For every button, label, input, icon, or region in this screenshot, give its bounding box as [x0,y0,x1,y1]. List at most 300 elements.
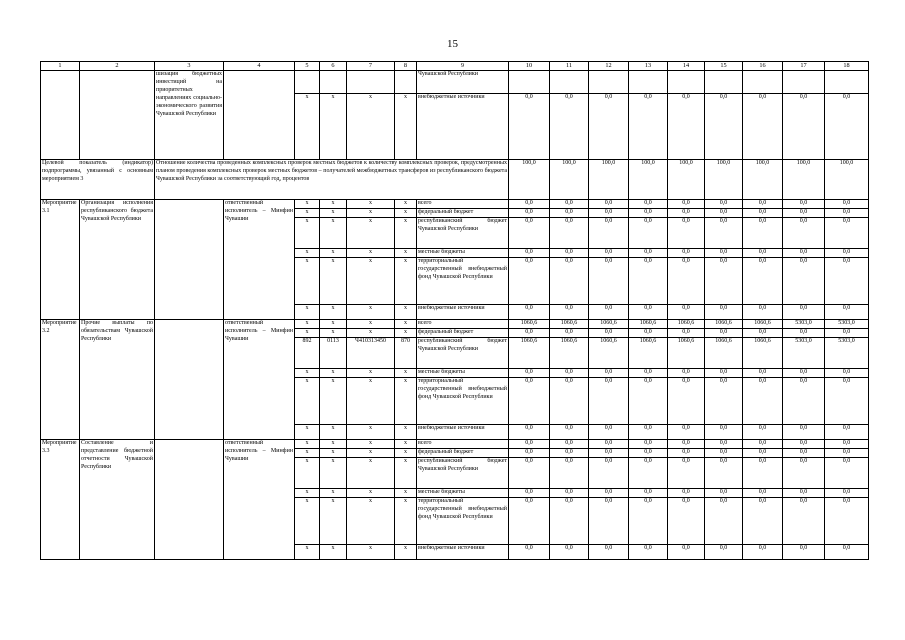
value-cell: 0,0 [705,449,743,458]
value-cell: 0,0 [550,200,589,209]
value-cell: 0,0 [550,209,589,218]
value-cell: 0,0 [589,369,629,378]
measure-row [41,440,869,449]
value-cell: 0,0 [743,545,783,560]
value-cell: 0,0 [825,498,869,545]
value-cell: 0,0 [783,218,825,249]
funding-source: всего [417,320,509,329]
value-cell: 0,0 [589,440,629,449]
value-cell: 0,0 [705,498,743,545]
value-cell: 0,0 [825,425,869,440]
value-cell: 0,0 [743,94,783,160]
code-cell: x [295,498,320,545]
value-cell: 0,0 [783,258,825,305]
value-cell: 0,0 [509,425,550,440]
value-cell: 0,0 [589,249,629,258]
continuation-text: шизация бюджетных инвестиций на приоритетных направлениях социально-экономического развития Чувашской Республики [155,71,224,160]
value-cell: 0,0 [509,440,550,449]
target-indicator-text: Отношение количества проведенных комплексных проверок местных бюджетов к количеству комплексных проверок, предусмотренных планом проведения комплексных проверок местных бюджетов – получателей межбюджетных трансферов из республиканского бюджета Чувашской Республики за соответствующий год, процентов [155,160,509,200]
value-cell: 0,0 [629,94,668,160]
measure-name: Прочие выплаты по обязательствам Чувашской Республики [80,320,155,440]
column-number-16: 16 [743,62,783,71]
value-cell: 0,0 [589,458,629,489]
column-number-18: 18 [825,62,869,71]
table-header [41,62,869,71]
funding-source: внебюджетные источники [417,305,509,320]
value-cell: 0,0 [668,369,705,378]
code-cell: x [320,218,347,249]
measure-name: Организация исполнения республиканского бюджета Чувашской Республики [80,200,155,320]
code-cell: x [295,425,320,440]
code-cell: x [295,329,320,338]
empty-cell [509,71,550,94]
value-cell: 0,0 [629,258,668,305]
value-cell: 0,0 [589,378,629,425]
funding-source: местные бюджеты [417,249,509,258]
value-cell: 5303,0 [783,320,825,329]
empty-cell [155,440,224,560]
code-cell: x [395,449,417,458]
value-cell: 0,0 [705,440,743,449]
empty-cell [224,71,295,160]
value-cell: 100,0 [668,160,705,200]
value-cell: 100,0 [743,160,783,200]
empty-cell [743,71,783,94]
funding-source: территориальный государственный внебюджетный фонд Чувашской Республики [417,498,509,545]
code-cell: x [295,378,320,425]
code-cell: x [320,200,347,209]
empty-cell [629,71,668,94]
value-cell: 0,0 [783,458,825,489]
funding-source: территориальный государственный внебюджетный фонд Чувашской Республики [417,258,509,305]
column-number-10: 10 [509,62,550,71]
empty-cell [320,71,347,94]
code-cell: x [295,94,320,160]
value-cell: 100,0 [705,160,743,200]
empty-cell [41,71,80,160]
value-cell: 0,0 [743,200,783,209]
value-cell: 0,0 [629,200,668,209]
code-cell: x [347,200,395,209]
value-cell: 0,0 [825,249,869,258]
funding-source: всего [417,200,509,209]
value-cell: 0,0 [509,449,550,458]
value-cell: 5303,0 [825,338,869,369]
value-cell: 0,0 [705,258,743,305]
value-cell: 100,0 [550,160,589,200]
measure-code: Мероприятие 3.3 [41,440,80,560]
value-cell: 0,0 [550,498,589,545]
code-cell: x [347,218,395,249]
value-cell: 0,0 [705,249,743,258]
value-cell: 0,0 [629,545,668,560]
code-cell: x [320,305,347,320]
empty-cell [295,71,320,94]
value-cell: 0,0 [629,425,668,440]
code-cell: x [347,305,395,320]
funding-source: внебюджетные источники [417,545,509,560]
value-cell: 0,0 [668,209,705,218]
value-cell: 0,0 [668,449,705,458]
value-cell: 0,0 [705,209,743,218]
continuation-row [41,71,869,94]
value-cell: 0,0 [705,329,743,338]
value-cell: 0,0 [668,218,705,249]
value-cell: 100,0 [629,160,668,200]
value-cell: 0,0 [783,305,825,320]
empty-cell [347,71,395,94]
code-cell: x [320,449,347,458]
value-cell: 0,0 [783,440,825,449]
column-number-9: 9 [417,62,509,71]
value-cell: 0,0 [589,329,629,338]
code-cell: x [320,498,347,545]
funding-source: всего [417,440,509,449]
value-cell: 0,0 [509,378,550,425]
target-indicator-row [41,160,869,200]
measure-row [41,320,869,329]
code-cell: x [347,94,395,160]
value-cell: 0,0 [783,498,825,545]
column-number-row [41,62,869,71]
column-number-5: 5 [295,62,320,71]
funding-source: территориальный государственный внебюджетный фонд Чувашской Республики [417,378,509,425]
value-cell: 0,0 [550,305,589,320]
value-cell: 5303,0 [825,320,869,329]
value-cell: 0,0 [825,369,869,378]
code-cell: x [395,369,417,378]
value-cell: 1060,6 [668,320,705,329]
value-cell: 0,0 [743,305,783,320]
value-cell: 0,0 [743,369,783,378]
column-number-7: 7 [347,62,395,71]
value-cell: 0,0 [629,498,668,545]
code-cell: x [347,449,395,458]
code-cell: x [395,440,417,449]
value-cell: 100,0 [589,160,629,200]
value-cell: 0,0 [509,489,550,498]
value-cell: 0,0 [705,369,743,378]
empty-cell [155,320,224,440]
funding-source: федеральный бюджет [417,209,509,218]
code-cell: 870 [395,338,417,369]
code-cell: x [320,425,347,440]
value-cell: 0,0 [629,249,668,258]
value-cell: 0,0 [589,498,629,545]
measure-name: Составление и представление бюджетной отчетности Чувашской Республики [80,440,155,560]
value-cell: 100,0 [825,160,869,200]
value-cell: 0,0 [509,305,550,320]
funding-source: внебюджетные источники [417,425,509,440]
value-cell: 1060,6 [550,320,589,329]
measure-code: Мероприятие 3.2 [41,320,80,440]
column-number-15: 15 [705,62,743,71]
empty-cell [155,200,224,320]
code-cell: x [295,449,320,458]
value-cell: 0,0 [550,258,589,305]
value-cell: 0,0 [550,378,589,425]
source-cell: Чувашской Республики [417,71,509,94]
value-cell: 0,0 [743,258,783,305]
code-cell: x [395,545,417,560]
value-cell: 0,0 [550,458,589,489]
table-body [41,71,869,560]
value-cell: 0,0 [589,425,629,440]
value-cell: 0,0 [629,449,668,458]
value-cell: 1060,6 [589,320,629,329]
page-number: 15 [447,38,458,50]
column-number-17: 17 [783,62,825,71]
funding-source: федеральный бюджет [417,449,509,458]
code-cell: 0113 [320,338,347,369]
value-cell: 0,0 [705,425,743,440]
code-cell: x [295,258,320,305]
code-cell: x [347,440,395,449]
value-cell: 0,0 [705,200,743,209]
column-number-11: 11 [550,62,589,71]
code-cell: x [295,209,320,218]
funding-source: федеральный бюджет [417,329,509,338]
value-cell: 0,0 [668,489,705,498]
value-cell: 0,0 [629,329,668,338]
empty-cell [783,71,825,94]
value-cell: 0,0 [705,545,743,560]
funding-source: республиканский бюджет Чувашской Республики [417,458,509,489]
value-cell: 0,0 [743,489,783,498]
value-cell: 0,0 [509,249,550,258]
code-cell: x [320,489,347,498]
value-cell: 100,0 [783,160,825,200]
value-cell: 0,0 [705,489,743,498]
budget-table [40,61,869,560]
empty-cell [80,71,155,160]
value-cell: 0,0 [825,258,869,305]
value-cell: 0,0 [629,378,668,425]
value-cell: 0,0 [705,218,743,249]
value-cell: 0,0 [668,329,705,338]
code-cell: x [395,458,417,489]
code-cell: x [295,458,320,489]
value-cell: 0,0 [550,449,589,458]
code-cell: x [320,94,347,160]
value-cell: 0,0 [668,200,705,209]
measure-executor: ответственный исполнитель – Минфин Чувашии [224,440,295,560]
value-cell: 0,0 [589,258,629,305]
code-cell: x [320,320,347,329]
value-cell: 0,0 [550,369,589,378]
value-cell: 0,0 [825,218,869,249]
value-cell: 0,0 [509,258,550,305]
value-cell: 0,0 [509,545,550,560]
column-number-4: 4 [224,62,295,71]
value-cell: 0,0 [629,458,668,489]
measure-row [41,200,869,209]
empty-cell [550,71,589,94]
value-cell: 0,0 [783,378,825,425]
value-cell: 0,0 [589,489,629,498]
measure-code: Мероприятие 3.1 [41,200,80,320]
code-cell: Ч410313450 [347,338,395,369]
value-cell: 0,0 [825,329,869,338]
funding-source: местные бюджеты [417,369,509,378]
code-cell: x [347,545,395,560]
value-cell: 0,0 [743,458,783,489]
code-cell: x [347,329,395,338]
value-cell: 0,0 [743,329,783,338]
value-cell: 0,0 [743,425,783,440]
value-cell: 0,0 [668,94,705,160]
value-cell: 0,0 [550,545,589,560]
column-number-6: 6 [320,62,347,71]
value-cell: 0,0 [509,218,550,249]
measure-executor: ответственный исполнитель – Минфин Чувашии [224,320,295,440]
value-cell: 1060,6 [629,320,668,329]
value-cell: 0,0 [825,449,869,458]
value-cell: 0,0 [589,305,629,320]
value-cell: 0,0 [550,249,589,258]
value-cell: 0,0 [783,329,825,338]
value-cell: 0,0 [705,305,743,320]
value-cell: 0,0 [743,449,783,458]
code-cell: x [295,305,320,320]
value-cell: 0,0 [783,94,825,160]
source-cell: внебюджетные источники [417,94,509,160]
value-cell: 0,0 [825,94,869,160]
value-cell: 0,0 [509,498,550,545]
empty-cell [705,71,743,94]
column-number-2: 2 [80,62,155,71]
code-cell: x [395,378,417,425]
column-number-13: 13 [629,62,668,71]
code-cell: x [347,369,395,378]
code-cell: x [395,200,417,209]
value-cell: 0,0 [550,94,589,160]
code-cell: x [320,209,347,218]
value-cell: 0,0 [550,489,589,498]
value-cell: 0,0 [825,378,869,425]
value-cell: 0,0 [629,305,668,320]
value-cell: 0,0 [589,218,629,249]
value-cell: 0,0 [668,425,705,440]
value-cell: 0,0 [629,489,668,498]
column-number-14: 14 [668,62,705,71]
value-cell: 0,0 [509,94,550,160]
value-cell: 0,0 [705,458,743,489]
code-cell: x [295,218,320,249]
value-cell: 0,0 [825,305,869,320]
code-cell: x [295,200,320,209]
value-cell: 5303,0 [783,338,825,369]
code-cell: x [395,329,417,338]
value-cell: 0,0 [743,218,783,249]
code-cell: x [395,94,417,160]
value-cell: 0,0 [705,94,743,160]
target-indicator-label: Целевой показатель (индикатор) подпрограммы, увязанный с основным мероприятием 3 [41,160,155,200]
code-cell: x [347,209,395,218]
column-number-12: 12 [589,62,629,71]
value-cell: 0,0 [783,489,825,498]
value-cell: 0,0 [629,369,668,378]
empty-cell [825,71,869,94]
code-cell: x [395,425,417,440]
code-cell: x [295,249,320,258]
value-cell: 0,0 [705,378,743,425]
value-cell: 1060,6 [589,338,629,369]
value-cell: 0,0 [743,440,783,449]
value-cell: 0,0 [668,440,705,449]
code-cell: x [347,258,395,305]
value-cell: 100,0 [509,160,550,200]
value-cell: 0,0 [629,440,668,449]
code-cell: x [320,249,347,258]
value-cell: 0,0 [509,369,550,378]
code-cell: x [347,498,395,545]
code-cell: x [395,258,417,305]
value-cell: 0,0 [550,440,589,449]
empty-cell [668,71,705,94]
funding-source: республиканский бюджет Чувашской Республики [417,218,509,249]
code-cell: x [295,320,320,329]
code-cell: x [295,545,320,560]
value-cell: 0,0 [825,458,869,489]
code-cell: x [320,545,347,560]
value-cell: 0,0 [509,458,550,489]
value-cell: 0,0 [668,249,705,258]
value-cell: 0,0 [668,258,705,305]
value-cell: 0,0 [668,498,705,545]
value-cell: 0,0 [783,249,825,258]
value-cell: 1060,6 [743,320,783,329]
value-cell: 1060,6 [668,338,705,369]
column-number-1: 1 [41,62,80,71]
value-cell: 1060,6 [705,338,743,369]
value-cell: 0,0 [783,369,825,378]
value-cell: 0,0 [743,249,783,258]
code-cell: x [347,425,395,440]
value-cell: 0,0 [550,425,589,440]
value-cell: 0,0 [743,209,783,218]
value-cell: 0,0 [825,489,869,498]
code-cell: x [395,489,417,498]
value-cell: 0,0 [550,218,589,249]
funding-source: местные бюджеты [417,489,509,498]
empty-cell [589,71,629,94]
code-cell: x [395,305,417,320]
value-cell: 1060,6 [509,320,550,329]
value-cell: 0,0 [825,440,869,449]
code-cell: x [347,249,395,258]
value-cell: 0,0 [589,200,629,209]
code-cell: x [295,440,320,449]
value-cell: 0,0 [668,458,705,489]
code-cell: x [320,258,347,305]
measure-executor: ответственный исполнитель – Минфин Чувашии [224,200,295,320]
code-cell: x [395,498,417,545]
value-cell: 0,0 [589,449,629,458]
code-cell: 892 [295,338,320,369]
value-cell: 1060,6 [509,338,550,369]
code-cell: x [347,320,395,329]
value-cell: 0,0 [509,200,550,209]
value-cell: 0,0 [550,329,589,338]
funding-source: республиканский бюджет Чувашской Республики [417,338,509,369]
value-cell: 0,0 [509,209,550,218]
value-cell: 1060,6 [705,320,743,329]
value-cell: 0,0 [825,200,869,209]
value-cell: 0,0 [783,209,825,218]
code-cell: x [347,378,395,425]
code-cell: x [320,458,347,489]
